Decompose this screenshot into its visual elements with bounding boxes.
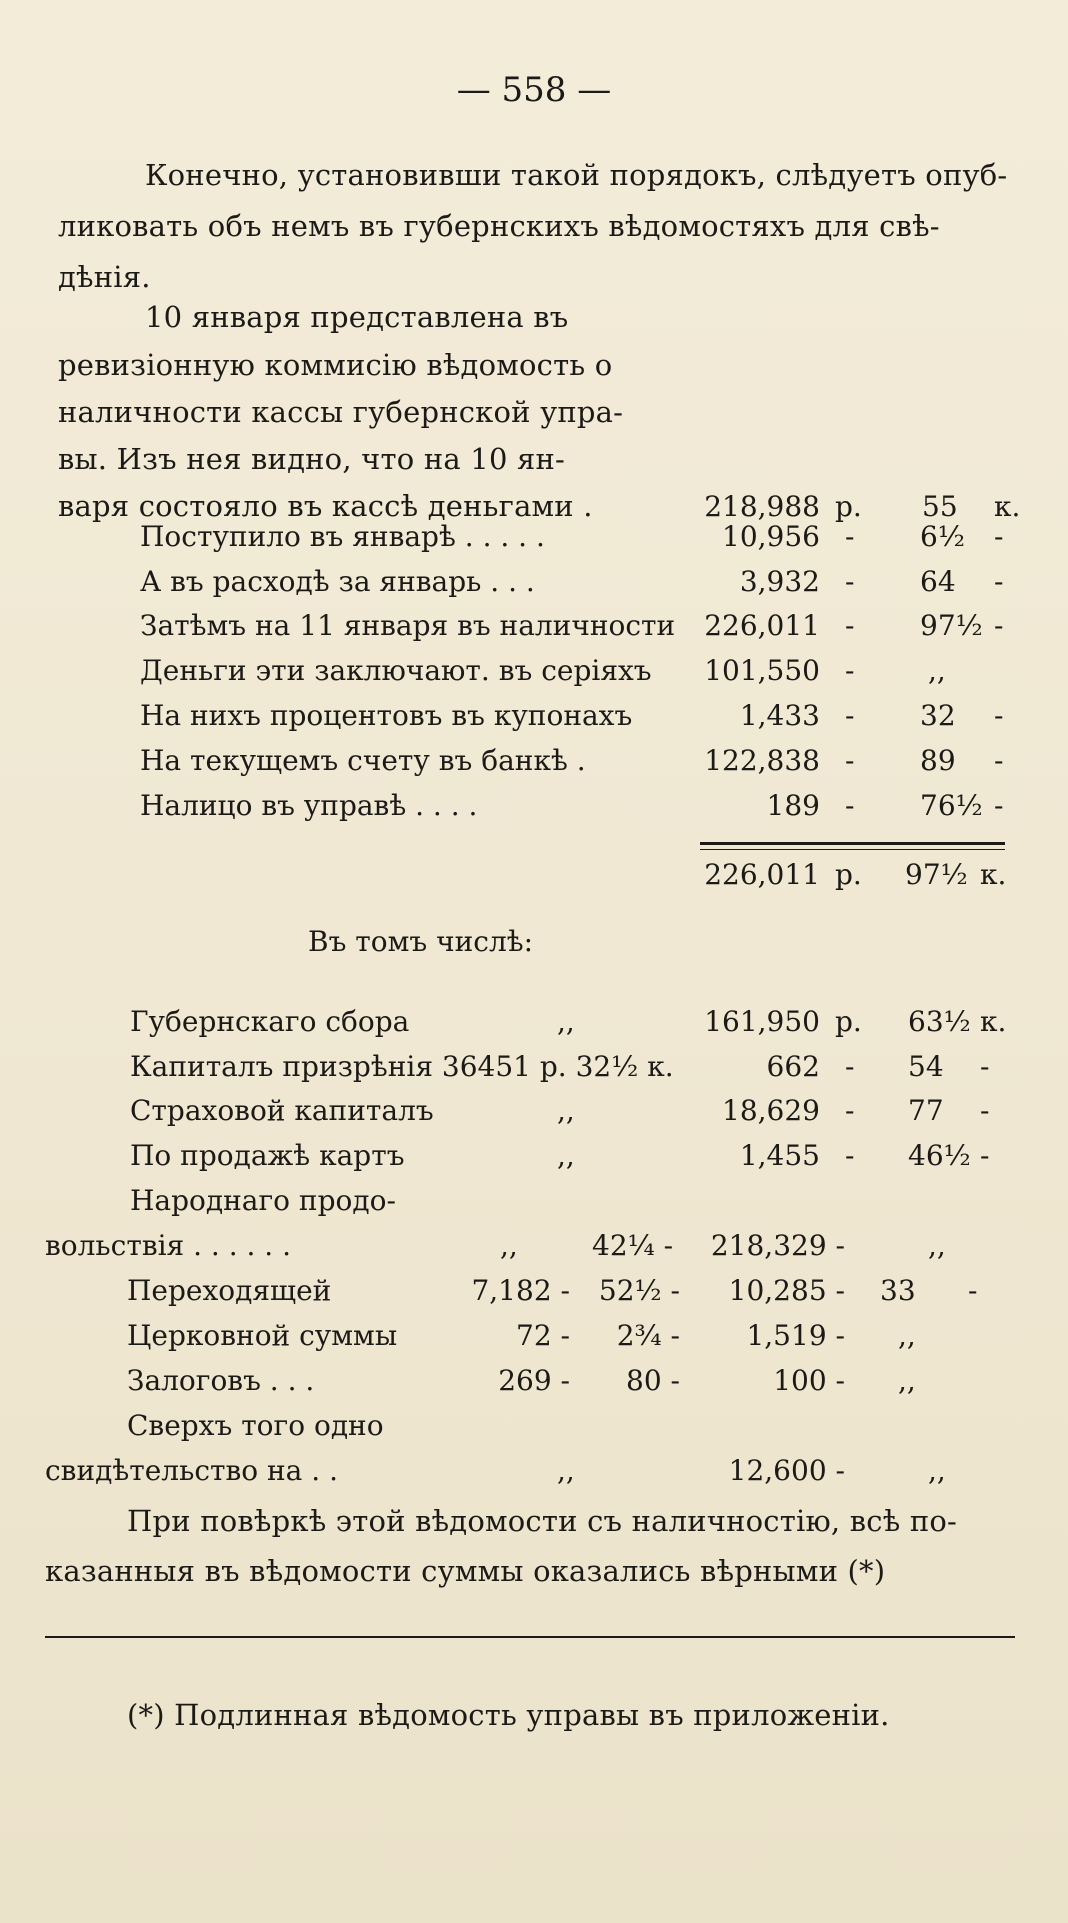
certificate-mid: ,, xyxy=(557,1454,575,1487)
opening-balance-rub-unit: р. xyxy=(835,490,862,523)
report-line-1: 10 января представлена въ xyxy=(145,300,569,334)
cash-row-label: А въ расходѣ за январь . . . xyxy=(140,565,535,598)
cash-row-tail: - xyxy=(994,744,1004,777)
extra-row-kop: ,, xyxy=(898,1364,916,1397)
page-number: — 558 — xyxy=(456,70,612,110)
opening-balance-amount: 218,988 xyxy=(704,490,820,523)
report-line-3: наличности кассы губернской упра- xyxy=(58,395,624,429)
report-line-2: ревизіонную коммисію вѣдомость о xyxy=(58,348,613,382)
cash-row-dash: - xyxy=(845,744,855,777)
cash-row-kop: ,, xyxy=(928,654,946,687)
cash-row-label: На нихъ процентовъ въ купонахъ xyxy=(140,699,633,732)
breakdown-row-kop: 46¹⁄₂ xyxy=(908,1139,971,1172)
breakdown-row-mid: ,, xyxy=(557,1139,575,1172)
food-amount: 218,329 - xyxy=(710,1229,845,1262)
report-line-5: варя состояло въ кассѣ деньгами . xyxy=(58,489,593,523)
certificate-line-1: Сверхъ того одно xyxy=(127,1409,384,1442)
cash-row-tail: - xyxy=(994,789,1004,822)
cash-row-dash: - xyxy=(845,654,855,687)
certificate-amount: 12,600 - xyxy=(728,1454,845,1487)
cash-row-amount: 122,838 xyxy=(704,744,820,777)
cash-row-label: Деньги эти заключают. въ серіяхъ xyxy=(140,654,652,687)
cash-row-tail: - xyxy=(994,520,1004,553)
extra-row-kop: ,, xyxy=(898,1319,916,1352)
breakdown-row-amount: 1,455 xyxy=(739,1139,820,1172)
intro-line-3: дѣнія. xyxy=(58,260,151,294)
food-mid: ,, xyxy=(500,1229,518,1262)
extra-row-rub: 7,182 - xyxy=(471,1274,570,1307)
breakdown-row-label: Капиталъ призрѣнія 36451 р. 32¹⁄₂ к. xyxy=(130,1050,674,1083)
certificate-kop: ,, xyxy=(928,1454,946,1487)
total-rule-top xyxy=(700,842,1005,845)
opening-balance-kop: 55 xyxy=(922,490,958,523)
extra-row-tail: - xyxy=(968,1274,978,1307)
breakdown-row-tail: - xyxy=(980,1050,990,1083)
breakdown-row-tail: - xyxy=(980,1094,990,1127)
food-line-1: Народнаго продо- xyxy=(130,1184,396,1217)
opening-balance-kop-unit: к. xyxy=(994,490,1021,523)
certificate-line-2: свидѣтельство на . . xyxy=(45,1454,338,1487)
breakdown-row-label: По продажѣ картъ xyxy=(130,1139,405,1172)
cash-row-amount: 226,011 xyxy=(704,609,820,642)
cash-row-label: Поступило въ январѣ . . . . . xyxy=(140,520,545,553)
food-debt: 42¹⁄₄ - xyxy=(592,1229,674,1262)
cash-row-amount: 1,433 xyxy=(739,699,820,732)
extra-row-label: Переходящей xyxy=(127,1274,332,1307)
cash-row-dash: - xyxy=(845,699,855,732)
breakdown-row-label: Губернскаго сбора xyxy=(130,1005,410,1038)
extra-row-amount: 100 - xyxy=(773,1364,845,1397)
cash-row-amount: 10,956 xyxy=(722,520,820,553)
cash-row-kop: 76¹⁄₂ xyxy=(920,789,983,822)
cash-row-dash: - xyxy=(845,609,855,642)
breakdown-row-mid: ,, xyxy=(557,1005,575,1038)
total-rub-unit: р. xyxy=(835,858,862,891)
extra-row-label: Залоговъ . . . xyxy=(127,1364,315,1397)
cash-row-kop: 6¹⁄₂ xyxy=(920,520,965,553)
cash-row-dash: - xyxy=(845,565,855,598)
cash-row-amount: 189 xyxy=(766,789,820,822)
conclusion-line-1: При повѣркѣ этой вѣдомости съ наличностію, всѣ по- xyxy=(127,1504,958,1538)
extra-row-kop: 33 xyxy=(880,1274,916,1307)
cash-row-amount: 101,550 xyxy=(704,654,820,687)
cash-row-kop: 64 xyxy=(920,565,956,598)
intro-line-1: Конечно, установивши такой порядокъ, слѣдуетъ опуб- xyxy=(145,158,1008,192)
cash-row-kop: 97¹⁄₂ xyxy=(920,609,983,642)
breakdown-row-dash: - xyxy=(845,1094,855,1127)
footnote: (*) Подлинная вѣдомость управы въ приложеніи. xyxy=(127,1698,890,1732)
intro-line-2: ликовать объ немъ въ губернскихъ вѣдомостяхъ для свѣ- xyxy=(58,209,940,243)
breakdown-row-mid: ,, xyxy=(557,1094,575,1127)
extra-row-kop2: 52¹⁄₂ - xyxy=(598,1274,680,1307)
cash-row-tail: - xyxy=(994,565,1004,598)
footnote-rule xyxy=(45,1636,1015,1638)
total-rule-bottom xyxy=(700,849,1005,850)
subheading: Въ томъ числѣ: xyxy=(308,925,534,958)
cash-row-tail: - xyxy=(994,609,1004,642)
extra-row-label: Церковной суммы xyxy=(127,1319,398,1352)
extra-row-kop2: 80 - xyxy=(626,1364,680,1397)
cash-row-label: Затѣмъ на 11 января въ наличности xyxy=(140,609,676,642)
food-line-2: вольствія . . . . . . xyxy=(45,1229,292,1262)
cash-row-label: Налицо въ управѣ . . . . xyxy=(140,789,478,822)
breakdown-row-dash: - xyxy=(845,1139,855,1172)
cash-row-label: На текущемъ счету въ банкѣ . xyxy=(140,744,586,777)
breakdown-row-tail: к. xyxy=(980,1005,1007,1038)
breakdown-row-dash: - xyxy=(845,1050,855,1083)
cash-row-tail: - xyxy=(994,699,1004,732)
extra-row-rub: 269 - xyxy=(498,1364,570,1397)
total-kop-unit: к. xyxy=(980,858,1007,891)
food-kop: ,, xyxy=(928,1229,946,1262)
breakdown-row-kop: 54 xyxy=(908,1050,944,1083)
extra-row-amount: 1,519 - xyxy=(746,1319,845,1352)
cash-row-amount: 3,932 xyxy=(739,565,820,598)
extra-row-kop2: 2³⁄₄ - xyxy=(616,1319,680,1352)
breakdown-row-amount: 161,950 xyxy=(704,1005,820,1038)
report-line-4: вы. Изъ нея видно, что на 10 ян- xyxy=(58,442,566,476)
cash-row-kop: 32 xyxy=(920,699,956,732)
breakdown-row-amount: 18,629 xyxy=(722,1094,820,1127)
conclusion-line-2: казанныя въ вѣдомости суммы оказались вѣрными (*) xyxy=(45,1554,886,1588)
breakdown-row-label: Страховой капиталъ xyxy=(130,1094,434,1127)
breakdown-row-kop: 77 xyxy=(908,1094,944,1127)
total-kop: 97¹⁄₂ xyxy=(905,858,968,891)
breakdown-row-dash: р. xyxy=(835,1005,862,1038)
breakdown-row-amount: 662 xyxy=(766,1050,820,1083)
cash-row-dash: - xyxy=(845,789,855,822)
extra-row-amount: 10,285 - xyxy=(728,1274,845,1307)
breakdown-row-tail: - xyxy=(980,1139,990,1172)
extra-row-rub: 72 - xyxy=(516,1319,570,1352)
cash-row-dash: - xyxy=(845,520,855,553)
total-amount: 226,011 xyxy=(704,858,820,891)
cash-row-kop: 89 xyxy=(920,744,956,777)
breakdown-row-kop: 63¹⁄₂ xyxy=(908,1005,971,1038)
